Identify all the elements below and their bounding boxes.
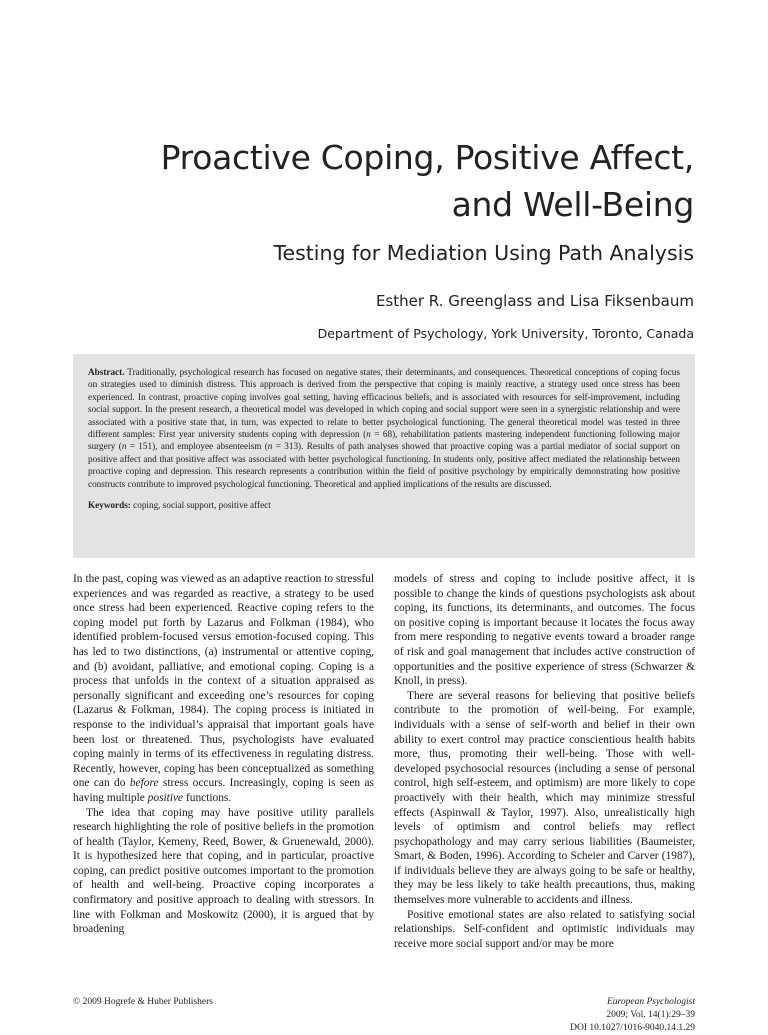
abstract-text-c: = 151), and employee absenteeism ( [126, 441, 268, 452]
abstract-text-a: Traditionally, psychological research has focused on negative states, their determinants, and consequences. Theoretical conceptions of coping focus on strategies used to diminish distress. This approach is derived from the perspective that coping is mainly reactive, a strategy used once stress has been experienced. In contrast, proactive coping involves goal setting, having efficacious beliefs, and is associated with resources for self-improvement, including social support. In the present research, a theoretical model was developed in which coping and social support were seen in a synergistic relationship and were associated with a positive state that, in turn, was expected to relate to better psychological functioning. The general theoretical model was tested in three different samples: First year university students coping with depression ( [88, 367, 680, 440]
body-paragraph-3: There are several reasons for believing that positive beliefs contribute to the promotion of well-being. For example, individuals with a sense of self-worth and belief in their own ability to exert control may practice conscientious health habits more, thus, promoting their well-being. Those with well-developed psychosocial resources (including a sense of personal control, high self-esteem, and optimism) are more likely to cope proactively with their health, which may minimize stressful effects (Aspinwall & Taylor, 1997). Also, unrealistically high levels of optimism and control beliefs may reflect psychopathology and may carry serious liabilities (Baumeister, Smart, & Boden, 1996). According to Scheier and Carver (1987), if individuals believe they are always going to be safe or healthy, they may be less likely to take health precautions, thus, making themselves more vulnerable to accidents and illness. [394, 689, 695, 907]
keywords [88, 499, 680, 511]
body-paragraph-1 [73, 572, 374, 806]
article-subtitle: Testing for Mediation Using Path Analysis [273, 241, 694, 265]
abstract-text-b: = 68), rehabilitation patients mastering independent functioning following major surgery ( [88, 429, 681, 452]
abstract-label: Abstract. [88, 367, 125, 377]
body-p1-emphasis-positive: positive [147, 791, 184, 804]
body-paragraph-4: Positive emotional states are also related to satisfying social relationships. Self-confident and optimistic individuals may receive more social support and/or may be more [394, 908, 695, 950]
body-p1-a: In the past, coping was viewed as an adaptive reaction to stressful experiences and was regarded as reactive, a strategy to be used once stress had been experienced. Reactive coping refers to the coping model put forth by Lazarus and Folkman (1984), who identified problem-focused versus emotion-focused coping. This has led to two distinctions, (a) instrumental or attentive coping, and (b) avoidant, palliative, and emotional coping. Coping is a process that unfolds in the context of a situation appraised as personally significant and exceeding one’s resources for coping (Lazarus & Folkman, 1984). The coping process is initiated in response to the individual’s appraisal that important goals have been lost or threatened. Thus, psychologists have evaluated coping mainly in terms of its effectiveness in regulating distress. Recently, however, coping has been conceptualized as something one can do [73, 573, 374, 790]
abstract-n-var-2: n [121, 441, 127, 452]
body-column-right [394, 572, 695, 951]
body-p1-b: stress occurs. Increasingly, coping is seen as having multiple [73, 777, 374, 804]
body-p1-c: functions. [183, 791, 232, 804]
journal-volume: 2009; Vol. 14(1):29–39 [606, 1010, 695, 1020]
abstract-text [88, 366, 680, 490]
abstract-text-d: = 313). Results of path analyses showed that proactive coping was a partial mediator of social support on positive affect and that positive affect was associated with better psychological functioning. In students only, positive affect mediated the relationship between proactive coping and depression. This research represents a contribution within the field of positive psychology by empirically demonstrating how positive constructs contribute to improved psychological functioning. Theoretical and applied implications of the results are discussed. [88, 441, 681, 489]
keywords-label: Keywords: [88, 500, 131, 511]
affiliation: Department of Psychology, York University, Toronto, Canada [317, 326, 694, 341]
article-title-line-2: and Well-Being [451, 185, 694, 224]
journal-name: European Psychologist [606, 997, 695, 1007]
footer-publisher: © 2009 Hogrefe & Huber Publishers [73, 997, 213, 1007]
body-column-left [73, 572, 374, 937]
footer-journal-line [570, 996, 695, 1022]
abstract-n-var-1: n [366, 429, 371, 440]
article-title-line-1: Proactive Coping, Positive Affect, [160, 138, 694, 177]
article-title [74, 134, 694, 228]
authors: Esther R. Greenglass and Lisa Fiksenbaum [375, 292, 694, 310]
keywords-list: coping, social support, positive affect [133, 500, 271, 511]
footer-citation [570, 996, 695, 1035]
body-p1-emphasis-before: before [129, 777, 159, 790]
footer-doi: DOI 10.1027/1016-9040.14.1.29 [570, 1023, 695, 1033]
abstract-box [73, 354, 695, 558]
abstract-n-var-3: n [267, 441, 273, 452]
body-paragraph-continued: models of stress and coping to include positive affect, it is possible to change the kinds of questions psychologists ask about coping, its functions, its determinants, and outcomes. The focus on positive coping is important because it locates the focus away from mere responding to negative events toward a broader range of risk and goal management that includes active construction of opportunities and the positive experience of stress (Schwarzer & Knoll, in press). [394, 573, 695, 688]
body-paragraph-2: The idea that coping may have positive utility parallels research highlighting the role of positive beliefs in the promotion of health (Taylor, Kemeny, Reed, Bower, & Gruenewald, 2000). It is hypothesized here that coping, and in particular, proactive coping, can predict positive outcomes important to the promotion of health and well-being. Proactive coping incorporates a confirmatory and positive approach to dealing with stressors. In line with Folkman and Moskowitz (2000), it is argued that by broadening [73, 806, 374, 936]
